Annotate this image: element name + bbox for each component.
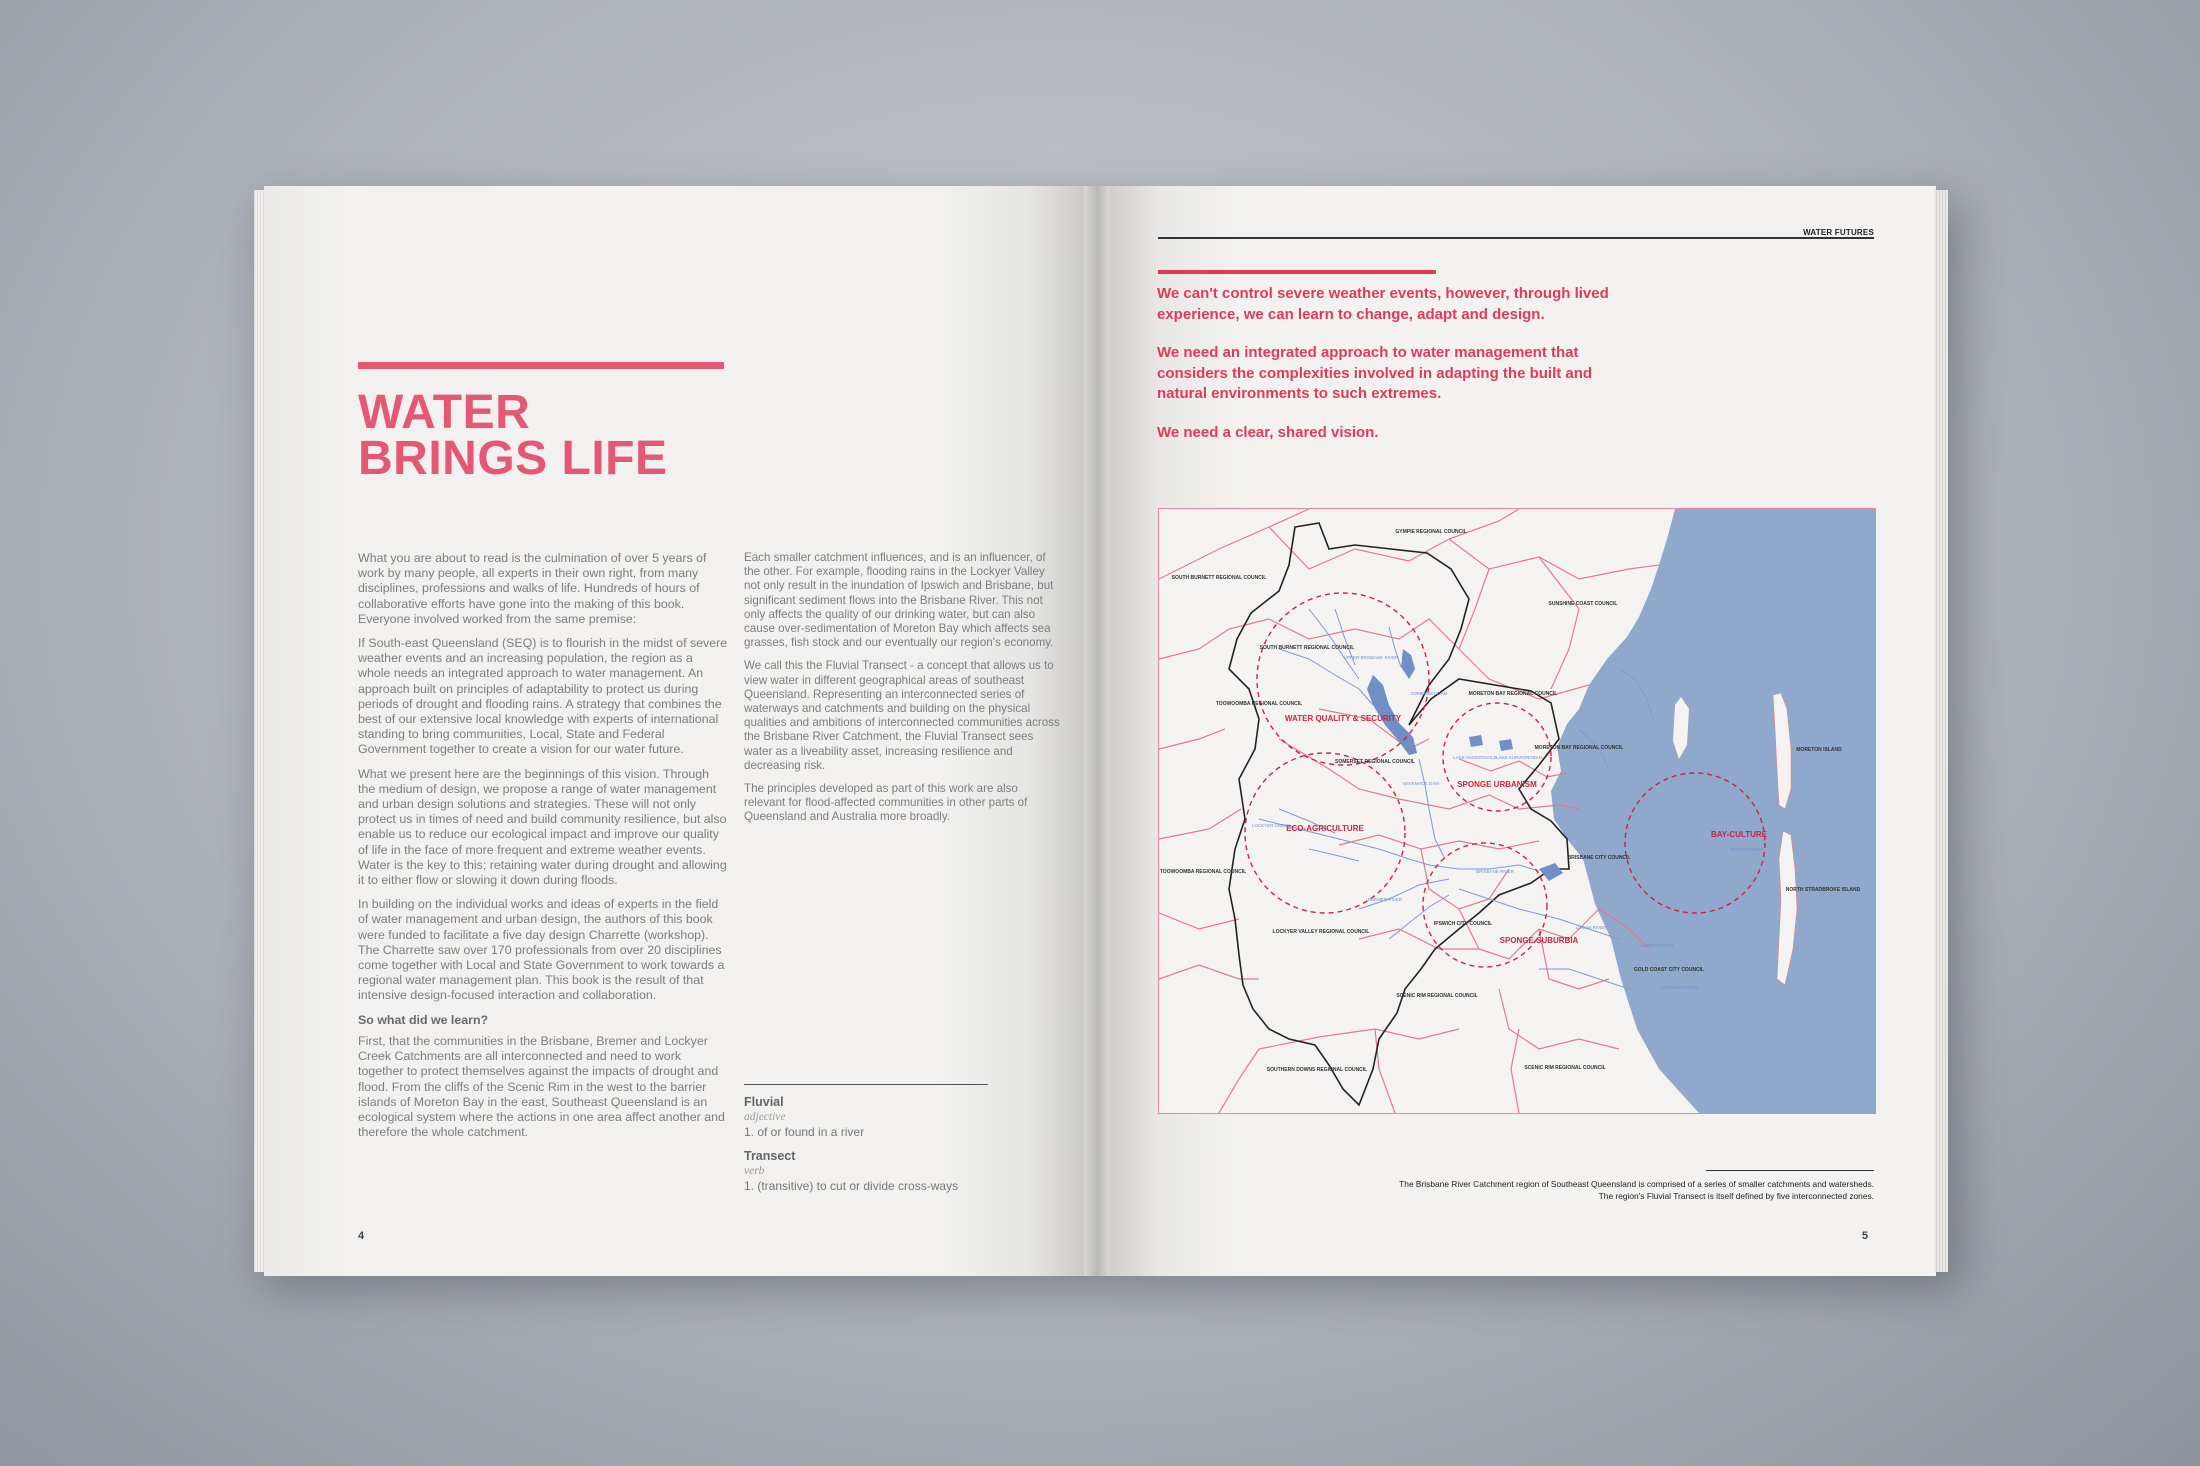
map-label: SUNSHINE COAST COUNCIL [1548, 601, 1618, 607]
zone-label-sponge-suburbia: SPONGE SUBURBIA [1499, 936, 1579, 945]
glossary-term: Fluvial [744, 1095, 784, 1109]
right-page [1110, 186, 1936, 1276]
map-label: TOOWOOMBA REGIONAL COUNCIL [1159, 869, 1247, 875]
quote-rule [1158, 270, 1436, 274]
map-label: SCENIC RIM REGIONAL COUNCIL [1524, 1065, 1606, 1071]
catchment-map [1158, 508, 1876, 1114]
paragraph: If South-east Queensland (SEQ) is to flourish in the midst of severe weather events and an increasing population, the region as a whole needs an integrated approach to water management. An approach built on principles of adaptability to protect us during periods of drought and flooding rains. A strategy that combines the best of our extensive local knowledge with experts of international standing to bring communities, Local, State and Federal Government together to create a vision for our water future. [358, 636, 728, 757]
map-label: WIVENHOE DAM [1403, 781, 1439, 786]
subheading: So what did we learn? [358, 1012, 489, 1027]
header-rule [1158, 237, 1874, 239]
map-label: LAKE SAMSONVALE [1453, 755, 1497, 760]
map-label: IPSWICH CITY COUNCIL [1433, 921, 1493, 927]
map-label: LOGAN RIVER [1575, 925, 1607, 930]
page-number: 5 [1862, 1230, 1869, 1242]
page-title [358, 386, 668, 485]
sea [1548, 509, 1875, 1113]
glossary-definition: 1. of or found in a river [744, 1125, 865, 1139]
map-label: SOUTHERN DOWNS REGIONAL COUNCIL [1266, 1067, 1368, 1073]
map-label: GYMPIE REGIONAL COUNCIL [1395, 529, 1467, 535]
zone-label-water-quality: WATER QUALITY & SECURITY [1284, 714, 1402, 723]
paragraph: The principles developed as part of this work are also relevant for flood-affected communities in other parts of Queensland and Australia more broadly. [744, 782, 1028, 824]
paragraph: What you are about to read is the culmination of over 5 years of work by many people, all experts in their own right, from many disciplines, professions and walks of life. Hundreds of hours of collaborative efforts have gone into the making of this book. Everyone involved worked from the same premise: [358, 551, 707, 626]
map-label: NORTH STRADBROKE ISLAND [1785, 887, 1861, 893]
map-label: UPPER BRISBANE RIVER [1343, 655, 1399, 660]
map-label: GOLD COAST CITY COUNCIL [1633, 967, 1705, 973]
glossary [744, 1084, 988, 1203]
map-label: BRISBANE RIVER [1476, 869, 1514, 874]
running-header: WATER FUTURES [1803, 228, 1874, 237]
map-label: ALBERT RIVER [1640, 943, 1674, 948]
map-label: COOMERA RIVER [1659, 985, 1699, 990]
map-label: MORETON BAY [1730, 847, 1764, 852]
page-edges-right [1934, 190, 1948, 1272]
title-line-2: BRINGS LIFE [358, 432, 668, 485]
caption-line: The region's Fluvial Transect is itself defined by five interconnected zones. [1598, 1191, 1874, 1201]
quote-paragraph: We need a clear, shared vision. [1157, 423, 1379, 441]
title-line-1: WATER [358, 386, 531, 439]
map-caption [1158, 1178, 1874, 1202]
glossary-definition: 1. (transitive) to cut or divide cross-ways [744, 1179, 959, 1193]
zone-label-bay-culture: BAY-CULTURE [1710, 830, 1768, 839]
paragraph: Each smaller catchment influences, and is an influencer, of the other. For example, flooding rains in the Lockyer Valley not only result in the inundation of Ipswich and Brisbane, but significant sediment flows into the Brisbane River. This not only affects the quality of our drinking water, but can also cause over-sedimentation of Moreton Bay which affects sea grasses, fish stock and our eventually our region's economy. [744, 551, 1054, 650]
map-label: MORETON BAY REGIONAL COUNCIL [1468, 691, 1558, 697]
quote-paragraph: We need an integrated approach to water management that considers the complexities involved in adapting the built and natural environments to such extremes. [1157, 344, 1593, 402]
map-label: SOUTH BURNETT REGIONAL COUNCIL [1171, 575, 1267, 581]
map-label: BREMER RIVER [1367, 897, 1403, 902]
map-graphic [1159, 509, 1875, 1113]
map-label: SCENIC RIM REGIONAL COUNCIL [1396, 993, 1478, 999]
map-label: LAKE KURWONGBAH [1496, 755, 1542, 760]
map-label: LOCKYER VALLEY REGIONAL COUNCIL [1272, 929, 1370, 935]
map-label: SOUTH BURNETT REGIONAL COUNCIL [1259, 645, 1355, 651]
paragraph: In building on the individual works and ideas of experts in the field of water management and urban design, the authors of this book were funded to facilitate a five day design Charrette (workshop). The Charrette saw over 170 professionals from over 20 disciplines come together with Local and State Government to work towards a regional water management plan. This book is the result of that intensive design-focused interaction and collaboration. [358, 897, 725, 1003]
quote-paragraph: We can't control severe weather events, however, through lived experience, we can learn to change, adapt and design. [1157, 285, 1609, 323]
paragraph: We call this the Fluvial Transect - a concept that allows us to view water in different geographical areas of southeast Queensland. Representing an interconnected series of waterways and catchments and building on the physical qualities and ambitions of interconnected communities across the Brisbane River Catchment, the Fluvial Transect sees water as a liveability asset, increasing resilience and decreasing risk. [744, 659, 1060, 772]
glossary-pos: adjective [744, 1111, 786, 1123]
body-column-2 [744, 551, 1062, 834]
caption-line: The Brisbane River Catchment region of Southeast Queensland is comprised of a series of smaller catchments and watersheds. [1399, 1179, 1874, 1189]
title-rule [358, 362, 724, 369]
map-label: TOOWOOMBA REGIONAL COUNCIL [1215, 701, 1303, 707]
paragraph: First, that the communities in the Brisbane, Bremer and Lockyer Creek Catchments are all interconnected and need to work together to protect themselves against the impacts of drought and flood. From the cliffs of the Scenic Rim in the west to the barrier islands of Moreton Bay in the east, Southeast Queensland is an ecological system where the actions in one area affect another and therefore the whole catchment. [358, 1033, 725, 1140]
map-label: BRISBANE CITY COUNCIL [1567, 855, 1631, 861]
map-label: LOCKYER CREEK [1251, 823, 1291, 828]
page-number: 4 [358, 1230, 365, 1242]
pull-quote [1157, 284, 1617, 461]
paragraph: What we present here are the beginnings of this vision. Through the medium of design, we propose a range of water management and urban design solutions and strategies. These will not only protect us in times of need and build community resilience, but also enable us to reduce our ecological impact and improve our quality of life in the face of more frequent and extreme weather events. Water is the key to this; retaining water during drought and allowing it to either flow or slowing it down during floods. [358, 766, 727, 888]
map-label: MORETON ISLAND [1796, 747, 1842, 753]
map-label: SOMERSET DAM [1410, 691, 1448, 696]
glossary-pos: verb [744, 1165, 765, 1177]
catchment-boundary [1229, 523, 1569, 1105]
glossary-term: Transect [744, 1149, 796, 1163]
map-label: MORETON BAY REGIONAL COUNCIL [1534, 745, 1624, 751]
caption-rule [1706, 1170, 1874, 1171]
zone-label-sponge-urbanism: SPONGE URBANISM [1457, 780, 1537, 789]
left-page [264, 186, 1088, 1276]
body-column-1 [358, 551, 728, 1149]
map-label: SOMERSET REGIONAL COUNCIL [1335, 759, 1415, 765]
zone-label-eco-agriculture: ECO-AGRICULTURE [1286, 824, 1364, 833]
